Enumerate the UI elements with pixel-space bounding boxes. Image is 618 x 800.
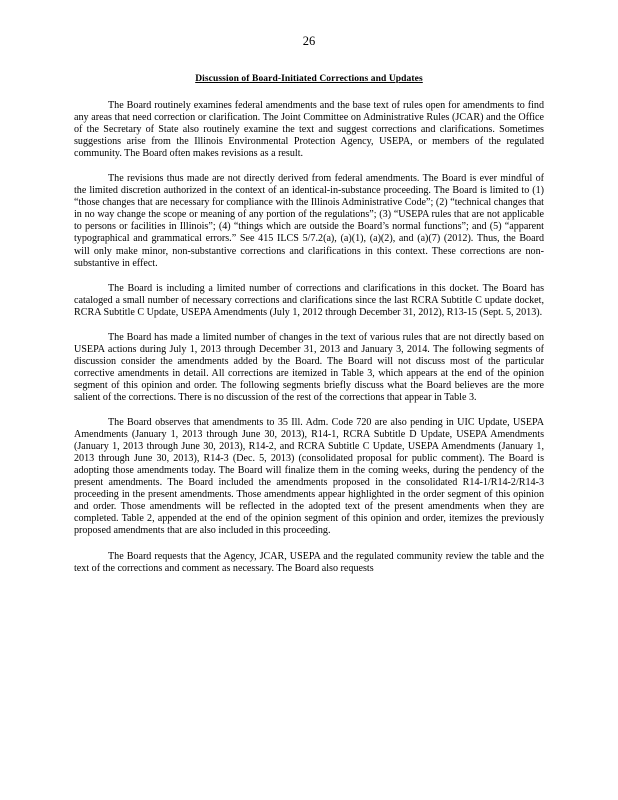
paragraph-pending-amendments: The Board observes that amendments to 35 Ill. Adm. Code 720 are also pending in UIC Update, USEPA Amendments (January 1, 2013 through June 30, 2013), R14-1, RCRA Subtitle D Update, USEPA Amendments (January 1, 2013 through June 30, 2013), R14-2, and RCRA Subtitle C Update, USEPA Amendments (January 1, 2013 through June 30, 2013), R14-3 (Dec. 5, 2013) (consolidated proposal for public comment). The Board is adopting those amendments today. The Board will finalize them in the coming weeks, during the pendency of the present amendments. The Board included the amendments proposed in the consolidated R14-1/R14-2/R14-3 proceeding in the present amendments. Those amendments appear highlighted in the order segment of this opinion and order. Those amendments will be reflected in the adopted text of the present amendments when they are completed. Table 2, appended at the end of the opinion segment of this opinion and order, itemizes the previously proposed amendments that are also included in this proceeding. (74, 417, 544, 537)
paragraph-limited-discretion: The revisions thus made are not directly derived from federal amendments. The Board is ever mindful of the limited discretion authorized in the context of an identical-in-substance proceeding. The Board is limited to (1) “those changes that are necessary for compliance with the Illinois Administrative Code”; (2) “technical changes that in no way change the scope or meaning of any portion of the regulations”; (3) “USEPA rules that are not applicable to persons or facilities in Illinois”; (4) “things which are outside the Board’s normal functions”; and (5) “apparent typographical and grammatical errors.” See 415 ILCS 5/7.2(a), (a)(1), (a)(2), and (a)(7) (2012). Thus, the Board will only make minor, non-substantive corrections and clarifications in this context. These corrections are non-substantive in effect. (74, 173, 544, 269)
document-body (74, 100, 544, 588)
section-heading: Discussion of Board-Initiated Corrections and Updates (195, 74, 423, 84)
paragraph-changes-not-based-on-usepa: The Board has made a limited number of changes in the text of various rules that are not directly based on USEPA actions during July 1, 2013 through December 31, 2013 and January 3, 2014. The following segments of discussion consider the amendments added by the Board. The Board will not discuss most of the particular corrective amendments in detail. All corrections are itemized in Table 3, which appears at the end of the opinion segment of this opinion and order. The following segments briefly discuss what the Board believes are the more salient of the corrections. There is no discussion of the rest of the corrections that appear in Table 3. (74, 331, 544, 403)
page-number: 26 (302, 34, 316, 48)
paragraph-board-requests: The Board requests that the Agency, JCAR, USEPA and the regulated community review the table and the text of the corrections and comment as necessary. The Board also requests (74, 550, 544, 574)
paragraph-board-routine-review: The Board routinely examines federal amendments and the base text of rules open for amendments to find any areas that need correction or clarification. The Joint Committee on Administrative Rules (JCAR) and the Office of the Secretary of State also routinely examine the text and suggest corrections and clarifications. Sometimes suggestions arise from the Illinois Environmental Protection Agency, USEPA, or members of the regulated community. The Board often makes revisions as a result. (74, 100, 544, 160)
paragraph-corrections-included: The Board is including a limited number of corrections and clarifications in this docket. The Board has cataloged a small number of necessary corrections and clarifications since the last RCRA Subtitle C update docket, RCRA Subtitle C Update, USEPA Amendments (July 1, 2012 through December 31, 2012), R13-15 (Sept. 5, 2013). (74, 282, 544, 318)
